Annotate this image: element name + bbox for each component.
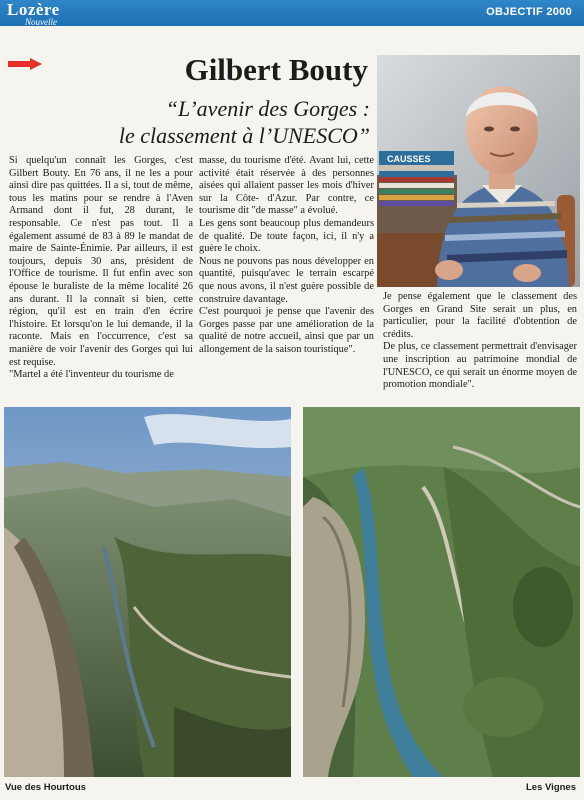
gorges-photo-hourtous [4, 407, 291, 777]
paragraph: C'est pourquoi je pense que l'avenir des Gorges passe par une amélioration de la qualité de notre accueil, ainsi que par un allongement de la saison touristique". [199, 306, 374, 355]
subtitle-line-2: le classement à l’UNESCO” [118, 123, 370, 148]
article-column-3 [383, 291, 577, 392]
section-label: OBJECTIF 2000 [486, 6, 572, 18]
book-label: CAUSSES [387, 154, 431, 164]
article-title: Gilbert Bouty [184, 52, 368, 87]
paragraph: masse, du tourisme d'été. Avant lui, cette activité était réservée à des personnes aisées qui allaient passer les mois d'hiver sur la Côte- d'Azur. Par contre, ce tourisme dit "de masse" a évolué. [199, 155, 374, 217]
paragraph: Je pense également que le classement des Gorges en Grand Site serait un plus, en particulier, pour la facilité d'obtention de crédits. [383, 291, 577, 340]
article-column-2 [199, 155, 374, 357]
brand-sub: Nouvelle [25, 17, 57, 27]
article-subtitle [40, 95, 370, 149]
paragraph: De plus, ce classement permettrait d'envisager une inscription au patrimoine mondial de l'UNESCO, ce qui serait un énorme moyen de promotion mondiale". [383, 341, 577, 391]
article-column-1 [9, 155, 193, 382]
photo-caption-right: Les Vignes [526, 782, 576, 793]
subtitle-line-1: “L’avenir des Gorges : [165, 96, 370, 121]
header-bar [0, 0, 584, 26]
paragraph: Nous ne pouvons pas nous développer en quantité, puisqu'avec le terrain escarpé que nous avons, il n'est guère possible de construire davantage. [199, 255, 374, 305]
paragraph: Les gens sont beaucoup plus demandeurs de qualité. De toute façon, ici, il n'y a guère le choix. [199, 217, 374, 255]
photo-caption-left: Vue des Hourtous [5, 782, 86, 793]
paragraph: "Martel a été l'inventeur du tourisme de [9, 369, 174, 381]
paragraph: Si quelqu'un connaît les Gorges, c'est Gilbert Bouty. En 76 ans, il ne les a pour ainsi dire pas quittées. Il a si, tout de même, tous les matins pour se rendre à l'Aven Armand dont il fut, 28 durant, le responsable. Ce n'est pas tout. Il a également assumé de 83 à 89 le mandat de maire de Sainte-Énimie. Par ailleurs, il est toujours, depuis 30 ans, président de l'Office de tourisme. Il fut enfin avec son épouse le buraliste de la même localité 26 ans durant. Il la connaît si bien, cette région, qu'il est en train d'en écrire l'histoire. Et lorsqu'on le lui demande, il la raconte. Mais en l'occurrence, c'est sa manière de voir l'avenir des Gorges qui lui est requise. [9, 155, 193, 368]
arrow-right-icon [8, 58, 42, 70]
brand-main: Lozère [7, 0, 60, 19]
portrait-photo [377, 55, 580, 287]
brand-logo[interactable] [7, 1, 60, 26]
gorges-photo-vignes [303, 407, 580, 777]
